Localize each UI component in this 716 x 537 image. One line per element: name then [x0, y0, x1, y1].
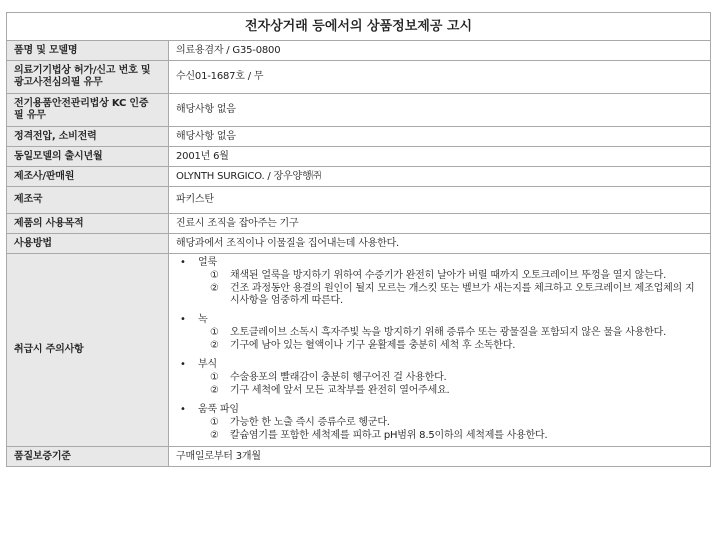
care-section [176, 314, 703, 352]
row-value: 수신01-1687호 / 무 [169, 61, 711, 94]
care-heading-text: 녹 [198, 314, 208, 325]
row-label: 품명 및 모델명 [7, 41, 169, 61]
care-heading-text: 부식 [198, 359, 217, 370]
warranty-row [7, 447, 711, 467]
item-text: 수술용포의 빨래감이 충분히 헹구어진 걸 사용한다. [230, 372, 447, 383]
info-row [7, 94, 711, 127]
item-text: 오토클레이브 소독시 흑자주빛 녹을 방지하기 위해 증류수 또는 광물질을 포함되지 않은 물을 사용한다. [230, 327, 667, 338]
row-label: 제조국 [7, 187, 169, 214]
title-row [7, 13, 711, 41]
care-sections [176, 254, 703, 446]
item-number: ① [210, 327, 219, 338]
row-value: 진료시 조직을 잡아주는 기구 [169, 214, 711, 234]
item-number: ① [210, 372, 219, 383]
info-row [7, 41, 711, 61]
care-heading-text: 얼룩 [198, 257, 217, 268]
bullet-icon: • [180, 404, 186, 415]
care-item [176, 372, 703, 384]
care-item [176, 270, 703, 282]
row-value: 해당과에서 조직이나 이물질을 집어내는데 사용한다. [169, 234, 711, 254]
row-value: 의료용겸자 / G35-0800 [169, 41, 711, 61]
info-row [7, 187, 711, 214]
row-value: 2001년 6월 [169, 147, 711, 167]
item-number: ① [210, 270, 219, 281]
care-section-heading [176, 404, 703, 416]
row-label: 제조사/판매원 [7, 167, 169, 187]
care-row [7, 254, 711, 447]
info-row [7, 167, 711, 187]
care-section-heading [176, 314, 703, 326]
row-value: OLYNTH SURGICO. / 장우양행㈜ [169, 167, 711, 187]
warranty-label: 품질보증기준 [7, 447, 169, 467]
info-row [7, 61, 711, 94]
row-value: 해당사항 없음 [169, 127, 711, 147]
care-section [176, 404, 703, 442]
item-number: ② [210, 385, 219, 396]
care-section-heading [176, 257, 703, 269]
item-number: ② [210, 283, 219, 294]
row-value: 파키스탄 [169, 187, 711, 214]
item-number: ① [210, 417, 219, 428]
row-label: 정격전압, 소비전력 [7, 127, 169, 147]
item-number: ② [210, 430, 219, 441]
item-number: ② [210, 340, 219, 351]
row-value: 해당사항 없음 [169, 94, 711, 127]
item-text: 기구 세척에 앞서 모든 교착부를 완전히 열어주세요. [230, 385, 450, 396]
care-label: 취급시 주의사항 [7, 254, 169, 447]
care-content [169, 254, 711, 447]
bullet-icon: • [180, 314, 186, 325]
product-info-table-body [7, 13, 711, 467]
item-text: 채색된 얼룩을 방지하기 위하여 수증기가 완전히 날아가 버릴 때까지 오토크레이브 뚜껑을 열지 않는다. [230, 270, 667, 281]
item-text: 건조 과정동안 용결의 원인이 될지 모르는 개스킷 또는 벨브가 새는지를 체크하고 오토크레이브 제조업체의 지시사항을 엄중하게 따른다. [230, 283, 695, 306]
row-label: 제품의 사용목적 [7, 214, 169, 234]
care-item [176, 340, 703, 352]
info-row [7, 147, 711, 167]
care-section [176, 359, 703, 397]
bullet-icon: • [180, 359, 186, 370]
care-section [176, 257, 703, 307]
care-item [176, 385, 703, 397]
info-row [7, 214, 711, 234]
info-row [7, 234, 711, 254]
row-label: 동일모델의 출시년월 [7, 147, 169, 167]
row-label: 전기용품안전관리법상 KC 인증 필 유무 [7, 94, 169, 127]
care-heading-text: 움푹 파임 [198, 404, 239, 415]
care-section-heading [176, 359, 703, 371]
item-text: 기구에 남아 있는 혈액이나 기구 윤활제를 충분히 세척 후 소독한다. [230, 340, 516, 351]
care-item [176, 327, 703, 339]
product-info-table [6, 12, 711, 467]
item-text: 가능한 한 노출 즉시 증류수로 헹군다. [230, 417, 390, 428]
bullet-icon: • [180, 257, 186, 268]
notice-title: 전자상거래 등에서의 상품정보제공 고시 [7, 13, 711, 41]
item-text: 칼슘염기를 포함한 세척제를 피하고 pH범위 8.5이하의 세척제를 사용한다. [230, 430, 548, 441]
warranty-value: 구매일로부터 3개월 [169, 447, 711, 467]
product-info-notice [6, 12, 710, 467]
row-label: 의료기기법상 허가/신고 번호 및 광고사전심의필 유무 [7, 61, 169, 94]
info-row [7, 127, 711, 147]
care-item [176, 283, 703, 307]
row-label: 사용방법 [7, 234, 169, 254]
care-item [176, 430, 703, 442]
care-item [176, 417, 703, 429]
